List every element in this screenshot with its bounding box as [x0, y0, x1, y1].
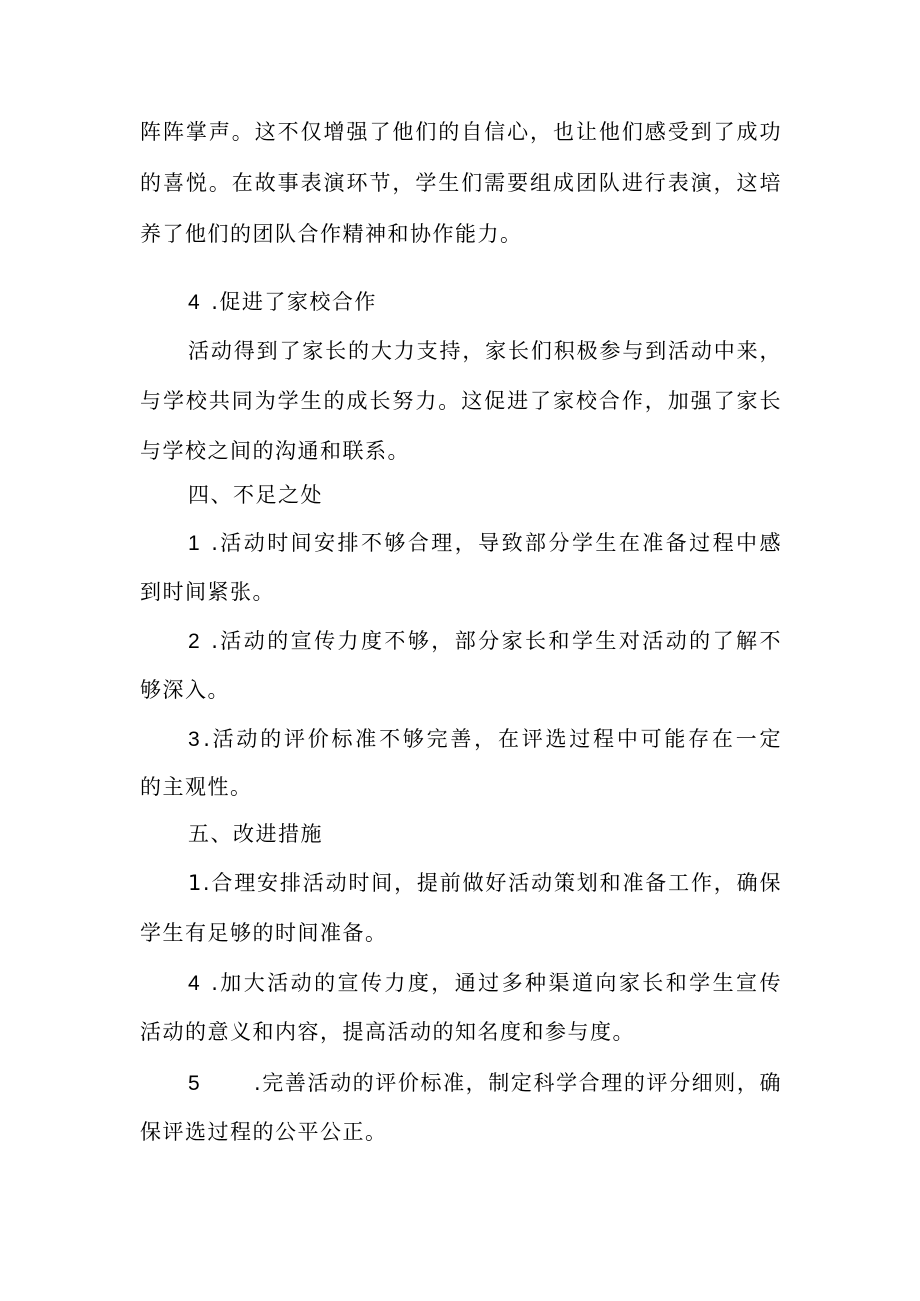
section-heading-4: 四、不足之处: [188, 483, 323, 507]
list-item-5: [188, 1068, 782, 1098]
list-number: 1: [188, 532, 202, 555]
paragraph-line: 活动得到了家长的大力支持，家长们积极参与到活动中来，: [188, 339, 782, 363]
list-number: 2: [188, 630, 202, 653]
list-item-3: [188, 724, 782, 754]
list-item-text: .活动时间安排不够合理，导致部分学生在准备过程中感: [211, 531, 782, 555]
list-item-text: .完善活动的评价标准，制定科学合理的评分细则，确: [254, 1071, 782, 1095]
list-item-4: [188, 968, 782, 998]
list-number: 4: [188, 291, 202, 314]
paragraph-line: 到时间紧张。: [140, 580, 275, 604]
subheading-4: [188, 287, 377, 317]
paragraph-line: 养了他们的团队合作精神和协作能力。: [140, 222, 523, 246]
paragraph-line: 学生有足够的时间准备。: [140, 921, 388, 945]
subheading-text: .促进了家校合作: [211, 290, 377, 314]
list-item-2: [188, 626, 782, 656]
paragraph-line: 与学校共同为学生的成长努力。这促进了家校合作，加强了家长: [140, 389, 782, 413]
paragraph-line: 活动的意义和内容，提高活动的知名度和参与度。: [140, 1020, 635, 1044]
paragraph-line: 的喜悦。在故事表演环节，学生们需要组成团队进行表演，这培: [140, 171, 782, 195]
paragraph-line: 的主观性。: [140, 775, 253, 799]
list-number: 5: [188, 1072, 202, 1095]
list-item-text: .加大活动的宣传力度，通过多种渠道向家长和学生宣传: [211, 971, 782, 995]
list-item-1: 1.合理安排活动时间，提前做好活动策划和准备工作，确保: [188, 871, 782, 895]
paragraph-line: 够深入。: [140, 678, 230, 702]
list-item-1: [188, 528, 782, 558]
paragraph-line: 与学校之间的沟通和联系。: [140, 439, 410, 463]
paragraph-line: 阵阵掌声。这不仅增强了他们的自信心，也让他们感受到了成功: [140, 120, 782, 144]
list-item-text: .活动的评价标准不够完善，在评选过程中可能存在一定: [203, 727, 782, 751]
list-number: 3: [188, 728, 202, 751]
list-number: 4: [188, 972, 202, 995]
section-heading-5: 五、改进措施: [188, 822, 323, 846]
paragraph-line: 保评选过程的公平公正。: [140, 1120, 388, 1144]
list-item-text: .活动的宣传力度不够，部分家长和学生对活动的了解不: [211, 629, 782, 653]
